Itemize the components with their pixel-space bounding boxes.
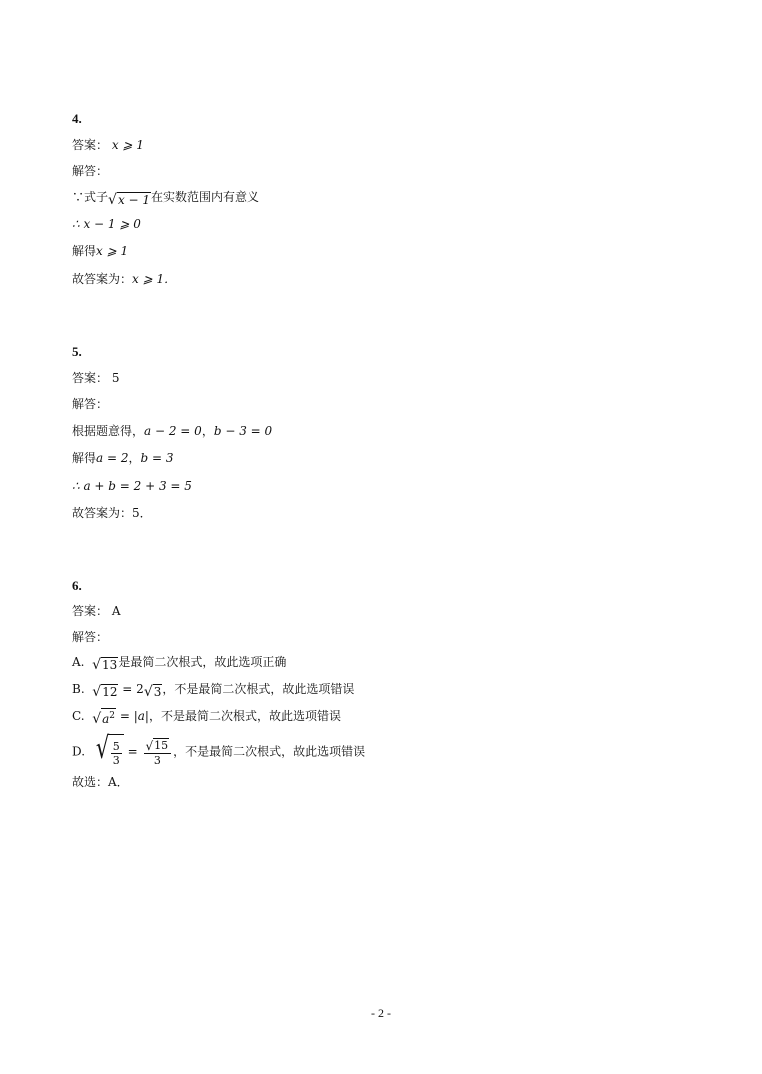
radical-expression	[93, 731, 124, 770]
text: ，不是最简二次根式，故此选项错误	[162, 682, 355, 696]
answer-expression: x ⩾ 1	[111, 138, 144, 152]
exponent: 2	[109, 711, 116, 721]
q4-line-3	[72, 243, 128, 259]
question-4-number: 4.	[72, 111, 82, 126]
math-expression: x ⩾ 1	[96, 244, 129, 258]
text: 根据题意得，	[72, 424, 145, 438]
q5-solution-label: 解答：	[72, 397, 109, 411]
radical-sign: √	[143, 684, 153, 700]
q4-solution-label: 解答：	[72, 164, 109, 178]
q4-line-1	[72, 189, 259, 207]
text: 在实数范围内有意义	[151, 190, 260, 204]
denominator: 3	[153, 754, 161, 767]
radical-expression	[144, 684, 163, 699]
fraction	[111, 740, 122, 767]
q6-final-answer: 故选：A．	[72, 775, 129, 789]
fraction	[144, 737, 172, 767]
q5-final-answer: 故答案为：5．	[72, 506, 152, 520]
text: 解得	[72, 451, 97, 465]
answer-label: 答案：	[72, 604, 109, 618]
radical-sign: √	[92, 657, 102, 673]
question-6-number: 6.	[72, 578, 82, 593]
math-expression: a − 2 = 0	[144, 424, 202, 438]
radicand	[109, 734, 124, 770]
answer-label: 答案：	[72, 371, 109, 385]
page-number: - 2 -	[371, 1006, 391, 1020]
radical-expression	[108, 192, 151, 207]
question-5-number: 5.	[72, 344, 82, 359]
separator: ，	[201, 424, 214, 438]
q6-option-c	[72, 708, 341, 726]
radical-expression	[92, 657, 118, 672]
radicand: 15	[154, 739, 169, 752]
radicand	[101, 708, 116, 726]
radical-sign: √	[92, 711, 102, 727]
q6-option-a	[72, 654, 286, 672]
q5-line-3: ∴ a + b = 2 + 3 = 5	[72, 479, 192, 493]
radical-sign: √	[92, 684, 102, 700]
q5-answer	[72, 370, 119, 386]
radicand: 13	[102, 658, 118, 672]
answer-value: A	[111, 604, 121, 618]
math-expression: x ⩾ 1．	[132, 272, 177, 286]
q6-option-b	[72, 681, 354, 699]
numerator: 5	[112, 740, 120, 753]
math-expression: b = 3	[140, 451, 174, 465]
denominator: 3	[112, 754, 120, 767]
q5-line-1	[72, 423, 272, 439]
option-label: D.	[72, 744, 86, 759]
numerator	[144, 737, 172, 754]
math-expression: = |a|	[116, 709, 149, 723]
text: 解得	[72, 244, 97, 258]
q4-final-answer	[72, 271, 176, 287]
answer-value: 5	[111, 371, 120, 385]
answer-label: 答案：	[72, 138, 109, 152]
q4-line-2: ∴ x − 1 ⩾ 0	[72, 217, 141, 231]
q6-option-d	[72, 731, 366, 770]
q5-line-2	[72, 450, 174, 466]
math-expression: a = 2	[96, 451, 129, 465]
variable: a	[102, 712, 110, 726]
q4-answer	[72, 137, 144, 153]
q6-solution-label: 解答：	[72, 630, 109, 644]
radicand: 12	[102, 685, 118, 699]
radicand: x − 1	[117, 193, 151, 207]
text: ，不是最简二次根式，故此选项错误	[173, 744, 366, 759]
option-label: B.	[72, 682, 85, 696]
option-label: A.	[72, 655, 85, 669]
radical-sign: √	[108, 192, 117, 208]
text: 故答案为：	[72, 272, 133, 286]
text: ，不是最简二次根式，故此选项错误	[148, 709, 341, 723]
radical-sign: √	[145, 739, 154, 753]
option-label: C.	[72, 709, 85, 723]
q6-answer	[72, 603, 121, 619]
radical-expression	[146, 738, 170, 753]
separator: ，	[128, 451, 141, 465]
math-expression: b − 3 = 0	[213, 424, 273, 438]
radical-sign: √	[95, 731, 109, 766]
equals-sign: =	[127, 744, 138, 759]
text: 是最简二次根式，故此选项正确	[118, 655, 287, 669]
radical-expression	[92, 708, 116, 726]
text: ∵式子	[72, 190, 109, 204]
radical-expression	[92, 684, 118, 699]
math-expression: = 2	[118, 682, 144, 696]
radicand: 3	[153, 685, 162, 699]
